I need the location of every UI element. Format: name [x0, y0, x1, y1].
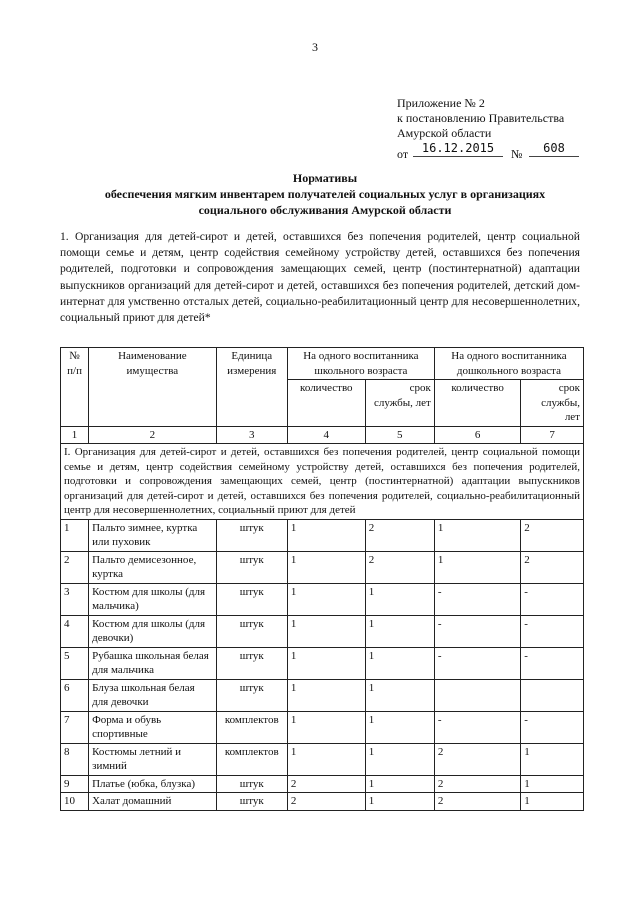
qty-preschool — [434, 679, 520, 711]
item-unit: штук — [216, 793, 287, 811]
appendix-block — [397, 96, 617, 163]
table-row — [61, 775, 584, 793]
header-qty-preschool: количество — [434, 380, 520, 427]
col-number: 3 — [216, 426, 287, 444]
norms-table — [60, 347, 584, 811]
col-number: 7 — [521, 426, 584, 444]
col-number: 6 — [434, 426, 520, 444]
row-number: 2 — [61, 551, 89, 583]
row-number: 8 — [61, 743, 89, 775]
number-label: № — [511, 147, 523, 161]
item-unit: штук — [216, 679, 287, 711]
header-name: Наименование имущества — [89, 348, 217, 427]
item-name: Халат домашний — [89, 793, 217, 811]
qty-preschool: 2 — [434, 775, 520, 793]
row-number: 5 — [61, 647, 89, 679]
resolution-number: 608 — [529, 141, 579, 157]
table-row — [61, 551, 584, 583]
item-name: Костюм для школы (для девочки) — [89, 615, 217, 647]
row-number: 4 — [61, 615, 89, 647]
term-preschool: - — [521, 647, 584, 679]
title-line-1: Нормативы — [292, 171, 358, 185]
header-unit: Единица измерения — [216, 348, 287, 427]
document-title — [40, 170, 610, 218]
item-unit: штук — [216, 647, 287, 679]
item-name: Форма и обувь спортивные — [89, 711, 217, 743]
item-name: Пальто зимнее, куртка или пуховик — [89, 519, 217, 551]
row-number: 1 — [61, 519, 89, 551]
item-unit: штук — [216, 615, 287, 647]
header-school-age: На одного воспитанника школьного возраста — [287, 348, 434, 380]
header-term-school: срок службы, лет — [365, 380, 434, 427]
item-name: Костюм для школы (для мальчика) — [89, 583, 217, 615]
qty-school: 1 — [287, 679, 365, 711]
term-preschool: 1 — [521, 743, 584, 775]
column-number-row — [61, 426, 584, 444]
qty-school: 1 — [287, 711, 365, 743]
col-number: 2 — [89, 426, 217, 444]
term-preschool: 2 — [521, 551, 584, 583]
row-number: 3 — [61, 583, 89, 615]
qty-preschool: 1 — [434, 519, 520, 551]
term-school: 1 — [365, 583, 434, 615]
term-school: 2 — [365, 519, 434, 551]
item-unit: комплектов — [216, 743, 287, 775]
qty-preschool: - — [434, 711, 520, 743]
table-row — [61, 793, 584, 811]
qty-school: 2 — [287, 793, 365, 811]
qty-school: 1 — [287, 743, 365, 775]
item-unit: штук — [216, 519, 287, 551]
col-number: 5 — [365, 426, 434, 444]
table-row — [61, 711, 584, 743]
appendix-title: Приложение № 2 — [397, 96, 485, 110]
page-number: 3 — [312, 40, 318, 54]
appendix-date-number — [397, 141, 617, 163]
qty-preschool: 2 — [434, 743, 520, 775]
term-school: 1 — [365, 615, 434, 647]
title-line-3: социального обслуживания Амурской области — [198, 203, 452, 217]
table-row — [61, 519, 584, 551]
term-preschool: - — [521, 583, 584, 615]
term-school: 1 — [365, 711, 434, 743]
term-preschool: 1 — [521, 793, 584, 811]
item-unit: штук — [216, 551, 287, 583]
qty-school: 1 — [287, 551, 365, 583]
table-row — [61, 679, 584, 711]
header-qty-school: количество — [287, 380, 365, 427]
term-preschool: 2 — [521, 519, 584, 551]
header-term-preschool: срок службы, лет — [521, 380, 584, 427]
term-preschool — [521, 679, 584, 711]
qty-preschool: - — [434, 583, 520, 615]
term-school: 1 — [365, 679, 434, 711]
col-number: 4 — [287, 426, 365, 444]
table-row — [61, 583, 584, 615]
header-num: № п/п — [61, 348, 89, 427]
item-name: Блуза школьная белая для девочки — [89, 679, 217, 711]
table-row — [61, 615, 584, 647]
term-preschool: - — [521, 615, 584, 647]
item-name: Пальто демисезонное, куртка — [89, 551, 217, 583]
item-name: Рубашка школьная белая для мальчика — [89, 647, 217, 679]
item-name: Платье (юбка, блузка) — [89, 775, 217, 793]
term-school: 1 — [365, 775, 434, 793]
intro-paragraph: 1. Организация для детей-сирот и детей, оставшихся без попечения родителей, центр социальной помощи семье и детям, центр содействия семейному устройству детей, оставшихся без попечения родителей, подготовки и сопровождения замещающих семей, центр (постинтернатной) адаптации выпускников организаций для детей-сирот и детей, оставшихся без попечения родителей, детский дом-интернат для умственно отсталых детей, социально-реабилитационный центр для несовершеннолетних, социальный приют для детей* — [60, 230, 580, 325]
col-number: 1 — [61, 426, 89, 444]
qty-school: 1 — [287, 647, 365, 679]
qty-school: 2 — [287, 775, 365, 793]
qty-preschool: 1 — [434, 551, 520, 583]
qty-school: 1 — [287, 615, 365, 647]
term-school: 1 — [365, 743, 434, 775]
row-number: 10 — [61, 793, 89, 811]
qty-preschool: 2 — [434, 793, 520, 811]
header-preschool-age: На одного воспитанника дошкольного возраста — [434, 348, 583, 380]
qty-preschool: - — [434, 615, 520, 647]
term-school: 1 — [365, 647, 434, 679]
row-number: 9 — [61, 775, 89, 793]
item-unit: комплектов — [216, 711, 287, 743]
term-preschool: 1 — [521, 775, 584, 793]
from-label: от — [397, 147, 409, 161]
item-unit: штук — [216, 775, 287, 793]
appendix-resolution: к постановлению Правительства — [397, 111, 565, 125]
term-preschool: - — [521, 711, 584, 743]
section-heading: I. Организация для детей-сирот и детей, оставшихся без попечения родителей, центр социальной помощи семье и детям, центр содействия семейному устройству детей, оставшихся без попечения родителей, подготовки и сопровождения замещающих семей, центр (постинтернатной) адаптации выпускников организаций для детей-сирот и детей, оставшихся без попечения родителей, социально-реабилитационный центр для несовершеннолетних, социальный приют для детей — [61, 444, 584, 520]
table-row — [61, 743, 584, 775]
appendix-region: Амурской области — [397, 126, 492, 140]
term-school: 2 — [365, 551, 434, 583]
table-row — [61, 647, 584, 679]
row-number: 6 — [61, 679, 89, 711]
term-school: 1 — [365, 793, 434, 811]
row-number: 7 — [61, 711, 89, 743]
resolution-date: 16.12.2015 — [413, 141, 503, 157]
item-unit: штук — [216, 583, 287, 615]
qty-preschool: - — [434, 647, 520, 679]
qty-school: 1 — [287, 583, 365, 615]
item-name: Костюмы летний и зимний — [89, 743, 217, 775]
title-line-2: обеспечения мягким инвентарем получателей социальных услуг в организациях — [104, 187, 546, 201]
qty-school: 1 — [287, 519, 365, 551]
